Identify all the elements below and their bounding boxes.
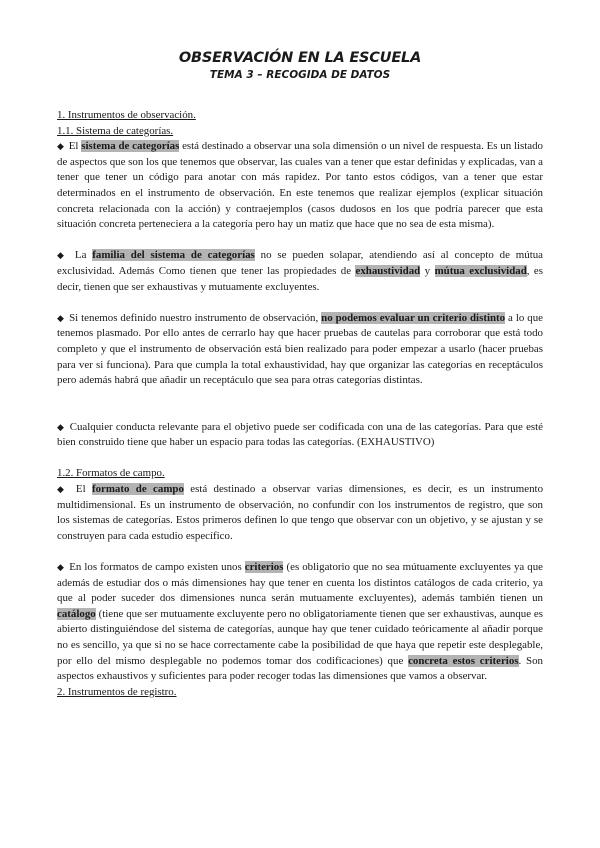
highlight-term: criterios — [244, 561, 284, 574]
section-1-heading: 1. Instrumentos de observación. — [57, 109, 196, 121]
highlight-term: exhaustividad — [355, 264, 421, 277]
highlight-term: catálogo — [57, 607, 96, 620]
diamond-bullet-icon: ◆ — [57, 484, 68, 495]
paragraph-4: ◆ Cualquier conducta relevante para el objetivo puede ser codificada con una de las categorías. Para que esté bien construido tiene que haber un espacio para todas las categorías. (EXHAUSTIVO) — [57, 420, 544, 449]
section-2-heading: 2. Instrumentos de registro. — [57, 685, 177, 698]
paragraph-1: ◆ El sistema de categorías está destinado a observar una sola dimensión o un nivel de respuesta. Es un listado de aspectos que son los que tenemos que observar, las cuales van a tener que estar definidas y explicadas, van a tener que tener un código para anotar con más rapidez. Por tanto estos códigos, van a tener que estar determinados en el instrumento de observación. En este tenemos que realizar ejemplos (explicar situación concreta relacionada con la acción) y contraejemplos (casos dudosos en los que podría parecer que esta situación concreta perteneciera a la categoría pero hay un matiz que hace que no sea de esta misma). — [57, 140, 544, 231]
document-title: OBSERVACIÓN EN LA ESCUELA — [178, 50, 422, 66]
highlight-term: sistema de categorías — [81, 140, 180, 153]
diamond-bullet-icon: ◆ — [57, 562, 65, 573]
diamond-bullet-icon: ◆ — [57, 141, 64, 152]
highlight-term: concreta estos criterios — [408, 654, 519, 667]
paragraph-3: ◆ Si tenemos definido nuestro instrumento de observación, no podemos evaluar un criterio distinto a lo que tenemos plasmado. Por ello antes de cerrarlo hay que hacer pruebas de cautelas para corroborar que está todo completo y que el instrumento de observación está bien realizado para poder empezar a usarlo (hacer pruebas para ver si funciona). Para que cumpla la total exhaustividad, hay que organizar las categorías en receptáculos pero además habrá que añadir un receptáculo que sea para otras categorías distintas. — [57, 311, 543, 387]
paragraph-5: ◆ El formato de campo está destinado a observar varias dimensiones, es decir, es un instrumento multidimensional. Es un instrumento de observación, no confundir con los instrumentos de registro, que son los sistemas de categorías. Estos primeros definen lo que tengo que observar con un objetivo, y se ajustan y se construyen para cada estudio específico. — [57, 483, 544, 542]
document-subtitle: TEMA 3 – RECOGIDA DE DATOS — [209, 69, 391, 81]
highlight-term: mútua exclusividad — [434, 264, 527, 277]
title-block — [0, 50, 600, 83]
diamond-bullet-icon: ◆ — [57, 421, 65, 432]
document-body — [57, 108, 543, 700]
diamond-bullet-icon: ◆ — [57, 312, 65, 323]
highlight-term: familia del sistema de categorías — [92, 249, 255, 262]
highlight-term: formato de campo — [91, 483, 184, 496]
paragraph-2: ◆ La familia del sistema de categorías no se pueden solapar, atendiendo así al concepto de mútua exclusividad. Además Como tienen que tener las propiedades de exhaustividad y mútua exclusividad, es decir, tienen que ser exhaustivas y mutuamente excluyentes. — [57, 249, 544, 293]
paragraph-6: ◆ En los formatos de campo existen unos criterios (es obligatorio que no sea mútuamente excluyentes ya que además de estudiar dos o más dimensiones hay que tener en cuenta los distintos catálogos de cada criterio, ya que al poder suceder dos dimensiones nunca serán mutuamente excluyentes), además también tienen un catálogo (tiene que ser mutuamente excluyente pero no obligatoriamente tienen que ser exhaustivas, aunque es abierto distinguiéndose del sistema de categorías, aunque hay que tener cuidado teóricamente al añadir porque no es sencillo, ya que si no se hace correctamente cabe la posibilidad de que haya que repetir este desplegable, por ello del mismo desplegable no podemos tomar dos codificaciones) que concreta estos criterios. Son aspectos exhaustivos y suficientes para poder recoger todas las dimensiones que vamos a observar. — [57, 561, 543, 683]
highlight-term: no podemos evaluar un criterio distinto — [321, 311, 506, 324]
section-1-1-heading: 1.1. Sistema de categorías. — [57, 124, 174, 137]
section-1-2-heading: 1.2. Formatos de campo. — [57, 467, 165, 480]
diamond-bullet-icon: ◆ — [57, 250, 68, 261]
